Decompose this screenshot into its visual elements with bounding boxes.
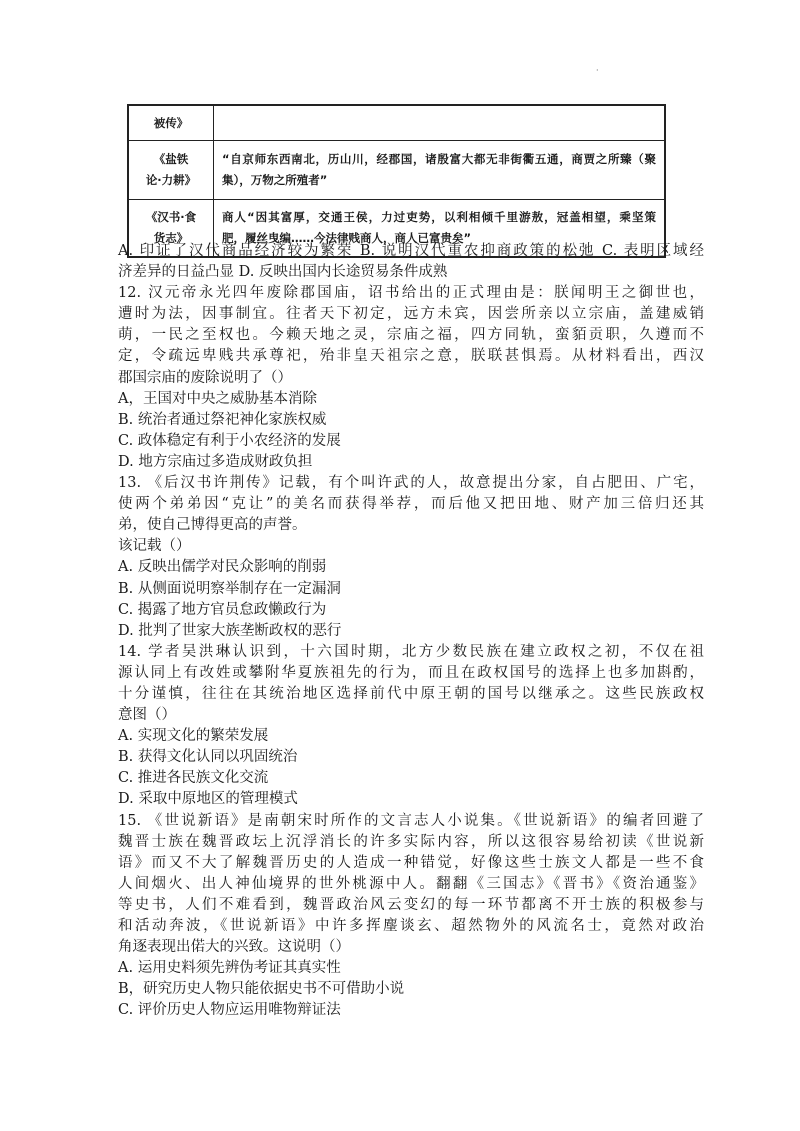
option-d: D. 地方宗庙过多造成财政负担 bbox=[118, 453, 313, 470]
scan-speck: · bbox=[596, 66, 599, 75]
option-d: D. 采取中原地区的管理模式 bbox=[118, 791, 298, 808]
question-14 bbox=[118, 642, 704, 811]
source-material-table bbox=[127, 104, 666, 258]
question-stem: 13. 《后汉书许荆传》记载，有个叫许武的人，故意提出分家，自占肥田、广宅， bbox=[118, 475, 704, 492]
option-a: A. 运用史料须先辨伪考证其真实性 bbox=[118, 960, 341, 977]
table-source-cell: 《汉书·食 货志》 bbox=[128, 200, 214, 258]
question-stem: 角逐表现出偌大的兴致。这说明（） bbox=[118, 939, 350, 956]
option-b: B. 从侧面说明察举制存在一定漏洞 bbox=[118, 580, 341, 597]
table-content-cell bbox=[214, 105, 666, 141]
question-stem: 郡国宗庙的废除说明了（） bbox=[118, 369, 292, 386]
question-stem: 和活动奔波，《世说新语》中许多挥麈谈玄、超然物外的风流名士，竟然对政治 bbox=[118, 918, 704, 934]
table-content-cell: 商人“因其富厚，交通王侯，力过吏势，以利相倾千里游敖，冠盖相望，乘坚策 肥，履丝曳编……今法律贱商人，商人已富贵矣” bbox=[214, 200, 666, 258]
table-row bbox=[128, 141, 665, 200]
question-stem: 弟，使自己博得更高的声誉。 bbox=[118, 517, 307, 534]
question-stem: 萌，一民之至权也。今赖天地之灵，宗庙之福，四方同轨，蛮貊贡职，久遵而不 bbox=[118, 327, 704, 344]
question-stem: 源认同上有改姓或攀附华夏族祖先的行为，而且在政权国号的选择上也多加斟酌， bbox=[118, 664, 704, 681]
question-text-block bbox=[118, 241, 704, 1021]
question-stem: 等史书，人们不难看到，魏晋政治风云变幻的每一环节都离不开士族的积极参与 bbox=[118, 896, 704, 913]
question-stem: 魏晋士族在魏晋政坛上沉浮消长的许多实际内容，所以这很容易给初读《世说新 bbox=[118, 833, 704, 850]
option-a: A，王国对中央之威胁基本消除 bbox=[118, 390, 317, 407]
question-12 bbox=[118, 283, 704, 473]
question-stem: 语》而又不大了解魏晋历史的人造成一种错觉，好像这些士族文人都是一些不食 bbox=[118, 854, 704, 871]
question-stem: 遭时为法，因事制宜。往者天下初定，远方未宾，因尝所亲以立宗庙，盖建威销 bbox=[118, 306, 704, 323]
question-11-options: A. 印证了汉代商品经济较为繁荣 B. 说明汉代重农抑商政策的松弛 C. 表明区域经 济差异的日益凸显 D. 反映出国内长途贸易条件成熟 bbox=[118, 243, 704, 281]
option-b: B. 统治者通过祭祀神化家族权威 bbox=[118, 411, 327, 428]
question-stem: 意图（） bbox=[118, 707, 176, 724]
option-b: B，研究历史人物只能依据史书不可借助小说 bbox=[118, 981, 405, 998]
option-b: B. 获得文化认同以巩固统治 bbox=[118, 749, 298, 766]
option-a: A. 反映出儒学对民众影响的削弱 bbox=[118, 559, 327, 576]
option-c: C. 评价历史人物应运用唯物辩证法 bbox=[118, 1002, 341, 1019]
table-content-cell: “自京师东西南北，历山川，经郡国，诸殷富大都无非街衢五通，商贾之所臻（聚 集），万物之所殖者” bbox=[214, 141, 666, 200]
question-stem: 使两个弟弟因“克让”的美名而获得举荐，而后他又把田地、财产加三倍归还其 bbox=[118, 496, 704, 513]
question-stem: 12. 汉元帝永光四年废除郡国庙，诏书给出的正式理由是：朕闻明王之御世也， bbox=[118, 285, 704, 302]
option-c: C. 揭露了地方官员怠政懒政行为 bbox=[118, 601, 327, 618]
option-c: C. 政体稳定有利于小农经济的发展 bbox=[118, 432, 341, 449]
question-stem: 人间烟火、出人神仙境界的世外桃源中人。翻翻《三国志》《晋书》《资治通鉴》 bbox=[118, 875, 704, 892]
table-source-cell: 被传》 bbox=[128, 105, 214, 141]
option-a: A. 实现文化的繁荣发展 bbox=[118, 728, 269, 745]
table-row bbox=[128, 105, 665, 141]
option-d: D. 批判了世家大族垄断政权的恶行 bbox=[118, 622, 342, 639]
option-c: C. 推进各民族文化交流 bbox=[118, 770, 269, 787]
question-13 bbox=[118, 473, 704, 642]
question-stem: 定，令疏远卑贱共承尊祀，殆非皇天祖宗之意，朕联甚惧焉。从材料看出，西汉 bbox=[118, 348, 704, 365]
question-stem: 14. 学者吴洪琳认识到，十六国时期，北方少数民族在建立政权之初，不仅在祖 bbox=[118, 643, 704, 660]
table-source-cell: 《盐铁 论·力耕》 bbox=[128, 141, 214, 200]
question-stem: 十分谨慎，往往在其统治地区选择前代中原王朝的国号以继承之。这些民族政权 bbox=[118, 685, 704, 702]
question-15 bbox=[118, 811, 704, 1022]
question-stem: 该记载（） bbox=[118, 538, 191, 555]
question-stem: 15. 《世说新语》是南朝宋时所作的文言志人小说集。《世说新语》的编者回避了 bbox=[118, 812, 704, 829]
